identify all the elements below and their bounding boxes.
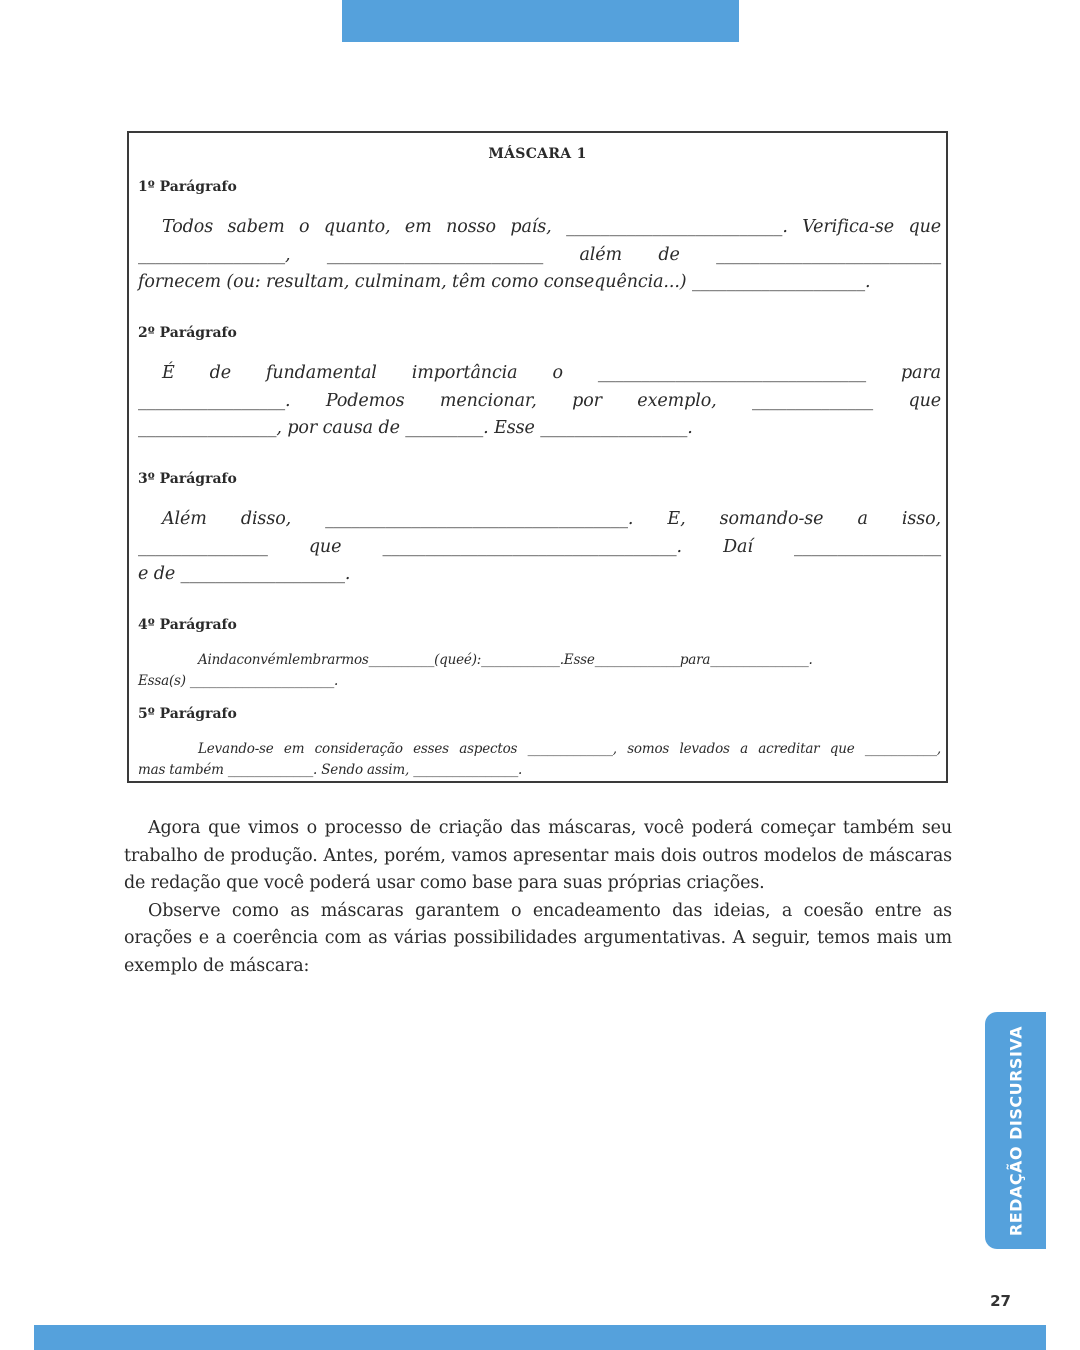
body-paragraph-1: Agora que vimos o processo de criação das máscaras, você poderá começar também seu trabalho de produção. Antes, porém, vamos apresentar mais dois outros modelos de máscaras de redação que você poderá usar como base para suas próprias criações. xyxy=(124,818,952,893)
paragraph-5-line-2: mas também _____________. Sendo assim, ________________. xyxy=(138,762,523,778)
paragraph-3-template xyxy=(138,506,941,589)
top-accent-bar xyxy=(342,0,739,42)
paragraph-3-line-2: _______________ que __________________________________. Daí _________________ xyxy=(138,536,941,557)
paragraph-4-template xyxy=(138,650,941,692)
paragraph-1-line-3: fornecem (ou: resultam, culminam, têm como consequência...) ____________________. xyxy=(138,272,871,292)
body-paragraph-2: Observe como as máscaras garantem o encadeamento das ideias, a coesão entre as orações e a coerência com as várias possibilidades argumentativas. A seguir, temos mais um exemplo de máscara: xyxy=(124,900,952,976)
paragraph-1-template xyxy=(138,214,941,297)
paragraph-2-line-1: É de fundamental importância o _______________________________ para xyxy=(162,363,941,383)
bottom-accent-bar xyxy=(34,1325,1046,1350)
section-side-tab-label: REDAÇÃO DISCURSIVA xyxy=(1006,1025,1025,1236)
paragraph-5-heading: 5º Parágrafo xyxy=(138,706,237,722)
paragraph-2-heading: 2º Parágrafo xyxy=(138,325,237,341)
page-number: 27 xyxy=(990,1292,1011,1310)
paragraph-2-template xyxy=(138,360,941,443)
paragraph-5-template xyxy=(138,739,941,781)
paragraph-3-line-3: e de ___________________. xyxy=(138,564,351,584)
paragraph-4-line-1: Aindaconvémlembrarmos__________(queé):____________.Esse_____________para_______________. xyxy=(198,652,813,668)
paragraph-2-line-2: _________________. Podemos mencionar, por exemplo, ______________ que xyxy=(138,390,941,411)
mask-title: MÁSCARA 1 xyxy=(488,146,587,162)
paragraph-3-heading: 3º Parágrafo xyxy=(138,471,237,487)
paragraph-1-heading: 1º Parágrafo xyxy=(138,179,237,195)
paragraph-1-line-1: Todos sabem o quanto, em nosso país, _________________________. Verifica-se que xyxy=(162,217,941,237)
mask-box xyxy=(127,131,948,783)
paragraph-4-heading: 4º Parágrafo xyxy=(138,617,237,633)
body-text xyxy=(124,815,952,980)
section-side-tab xyxy=(985,1012,1046,1249)
paragraph-1-line-2: _________________, _________________________ além de __________________________ xyxy=(138,244,941,265)
paragraph-2-line-3: ________________, por causa de _________. Esse _________________. xyxy=(138,418,693,438)
paragraph-4-line-2: Essa(s) ______________________. xyxy=(138,673,339,689)
paragraph-5-line-1: Levando-se em consideração esses aspectos _____________, somos levados a acreditar que ___________, xyxy=(198,741,941,757)
paragraph-3-line-1: Além disso, ___________________________________. E, somando-se a isso, xyxy=(162,509,941,529)
